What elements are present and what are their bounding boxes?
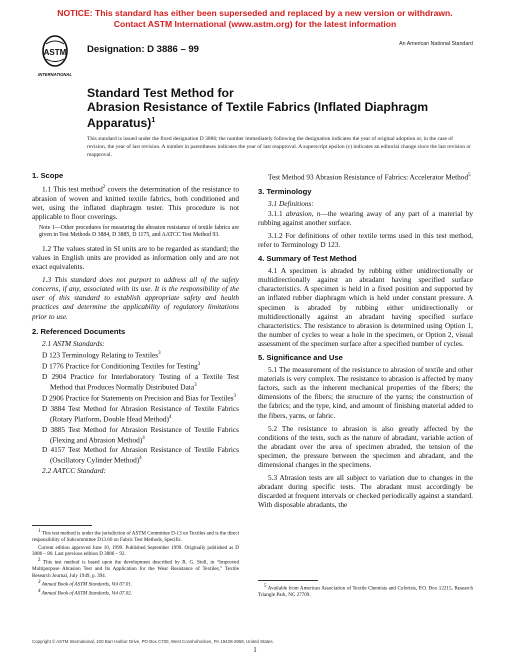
footnotes-left [32,529,239,598]
astm-logo-icon [40,34,70,78]
footnotes-right [258,584,473,600]
right-column [258,171,473,514]
reference-item: D 2904 Practice for Interlaboratory Testing of a Textile Test Method that Produces Normally Distributed Data$^3$ [42,371,239,392]
footnote: Current edition approved June 10, 1999. Published September 1999. Originally published as D 3886 – 80. Last previous edition D 3886 – 92. [32,544,239,557]
reference-item: D 3885 Test Method for Abrasion Resistance of Textile Fabrics (Flexing and Abrasion Method)$^4$ [42,424,239,445]
page-number: 1 [253,646,257,654]
significance-paragraph-1: 5.1 The measurement of the resistance to abrasion of textile and other materials is very complex. The resistance to abrasion is affected by many factors, such as the inherent mechanical properties of the fibers; the dimensions of the fibers; the structure of the yarns; the construction of the fabrics; and the type, kind, and amount of finishing material added to the fibers, yarns, or fabric. [258,365,473,420]
section-heading-summary: 4. Summary of Test Method [258,254,357,264]
notice-line-1: NOTICE: This standard has either been superseded and replaced by a new version or withdrawn. [57,8,453,18]
footnote: $^1$ This test method is under the jurisdiction of ASTM Committee D-13 on Textiles and is the direct responsibility of Subcommittee D13.60 on Fabric Test Methods, Specific. [32,529,239,544]
footnote: $^2$ This test method is based upon the development described by R. G. Stoll, in “Improved Multipurpose Abrasion Test and Its Application for the Wear Resistance of Textiles,” Textile Research Journal, July 1949, p. 394. [32,558,239,579]
summary-paragraph-1: 4.1 A specimen is abraded by rubbing either unidirectionally or multidirectionally against an abradant having specified surface characteristics. A specimen is held in a fixed position and supported by an inflated rubber diaphragm which is held under constant pressure. A specimen is abraded by rubbing either unidirectionally or multidirectionally against an abradant having specified surface characteristics. The resistance to abrasion is determined using Option 1, the number of cycles to wear a hole in the specimen, or Option 2, visual assessment of the specimen surface after a specified number of cycles. [258,266,473,348]
terminology-paragraph-1: 3.1.1 abrasion, n—the wearing away of any part of a material by rubbing against another surface. [258,208,473,227]
section-heading-scope: 1. Scope [32,171,64,180]
footnote-divider-right [258,580,318,581]
left-column [32,171,239,476]
section-heading-significance: 5. Significance and Use [258,353,343,363]
title-line-2: Abrasion Resistance of Textile Fabrics (Inflated Diaphragm [87,100,429,114]
svg-text:ASTM: ASTM [43,48,67,57]
footnote: $^5$ Available from American Association of Textile Chemists and Colorists, P.O. Box 12215, Research Triangle Park, NC 27709. [258,584,473,599]
footnote: $^4$ Annual Book of ASTM Standards, Vol 07.02. [38,589,133,597]
copyright-line: Copyright © ASTM International, 100 Barr Harbor Drive, PO Box C700, West Conshohocken, PA 19428-2959, United States. [32,639,274,644]
notice-line-2: Contact ASTM International (www.astm.org) for the latest information [113,19,397,29]
footnote-divider-left [32,525,92,526]
scope-paragraph-3: 1.3 This standard does not purport to address all of the safety concerns, if any, associated with its use. It is the responsibility of the user of this standard to establish appropriate safety and health practices and determine the applicability of regulatory limitations prior to use. [32,275,239,321]
footnote: $^3$ Annual Book of ASTM Standards, Vol 07.01. [38,580,133,588]
svg-text:INTERNATIONAL: INTERNATIONAL [38,72,72,77]
section-heading-terminology: 3. Terminology [258,186,312,196]
scope-paragraph-2: 1.2 The values stated in SI units are to be regarded as standard; the values in English units are provided as information only and are not exact equivalents. [32,243,239,272]
withdrawn-notice [0,8,510,30]
aatcc-standard-subheading: 2.2 AATCC Standard: [42,465,106,475]
reference-item: D 2906 Practice for Statements on Precision and Bias for Textiles$^3$ [42,393,236,403]
reference-list [32,349,239,465]
issuance-statement: This standard is issued under the fixed designation D 3886; the number immediately following the designation indicates the year of original adoption or, in the case of revision, the year of last revision. A number in parentheses indicates the year of last reapproval. A superscript epsilon (ε) indicates an editorial change since the last revision or reapproval. [87,136,471,158]
american-national-standard-label: An American National Standard [399,41,473,47]
significance-paragraph-3: 5.3 Abrasion tests are all subject to variation due to changes in the abradant during specific tests. The abradant must accordingly be discarded at frequent intervals or checked periodically against a standard. With disposable abradants, the [258,473,473,510]
section-heading-references: 2. Referenced Documents [32,326,126,336]
title-line-1: Standard Test Method for [87,86,234,100]
title-line-3: Apparatus)$^1$ [87,116,156,131]
reference-item: D 123 Terminology Relating to Textiles$^3$ [42,350,161,360]
document-title [87,86,437,130]
reference-item: D 4157 Test Method for Abrasion Resistance of Textile Fabrics (Oscillatory Cylinder Method)$^4$ [42,445,239,465]
astm-standards-subheading: 2.1 ASTM Standards: [42,338,105,348]
terminology-paragraph-2: 3.1.2 For definitions of other textile terms used in this test method, refer to Terminology D 123. [258,230,473,249]
designation: Designation: D 3886 – 99 [87,44,199,55]
scope-note-1: Note 1—Other procedures for measuring the abrasion resistance of textile fabrics are given in Test Methods D 3884, D 3885, D 1175, and AATCC Test Method 93. [39,224,239,239]
reference-item: D 1776 Practice for Conditioning Textiles for Testing$^3$ [42,361,201,371]
aatcc-reference-item: Test Method 93 Abrasion Resistance of Fabrics: Accelerator Method$^5$ [268,172,471,182]
scope-paragraph-1: 1.1 This test method$^2$ covers the determination of the resistance to abrasion of woven and knitted textile fabrics, both conditioned and wet, using the inflated diaphragm tester. This procedure is not applicable to floor coverings. [32,184,239,221]
significance-paragraph-2: 5.2 The resistance to abrasion is also greatly affected by the conditions of the tests, such as the nature of abradant, variable action of the abradant over the area of specimen abraded, the tension of the specimen, the pressure between the specimen and abradant, and the dimensional changes in the specimens. [258,423,473,470]
definitions-subheading: 3.1 Definitions: [268,198,314,208]
reference-item: D 3884 Test Method for Abrasion Resistance of Textile Fabrics (Rotary Platform, Double Head Method)$^4$ [42,403,239,424]
